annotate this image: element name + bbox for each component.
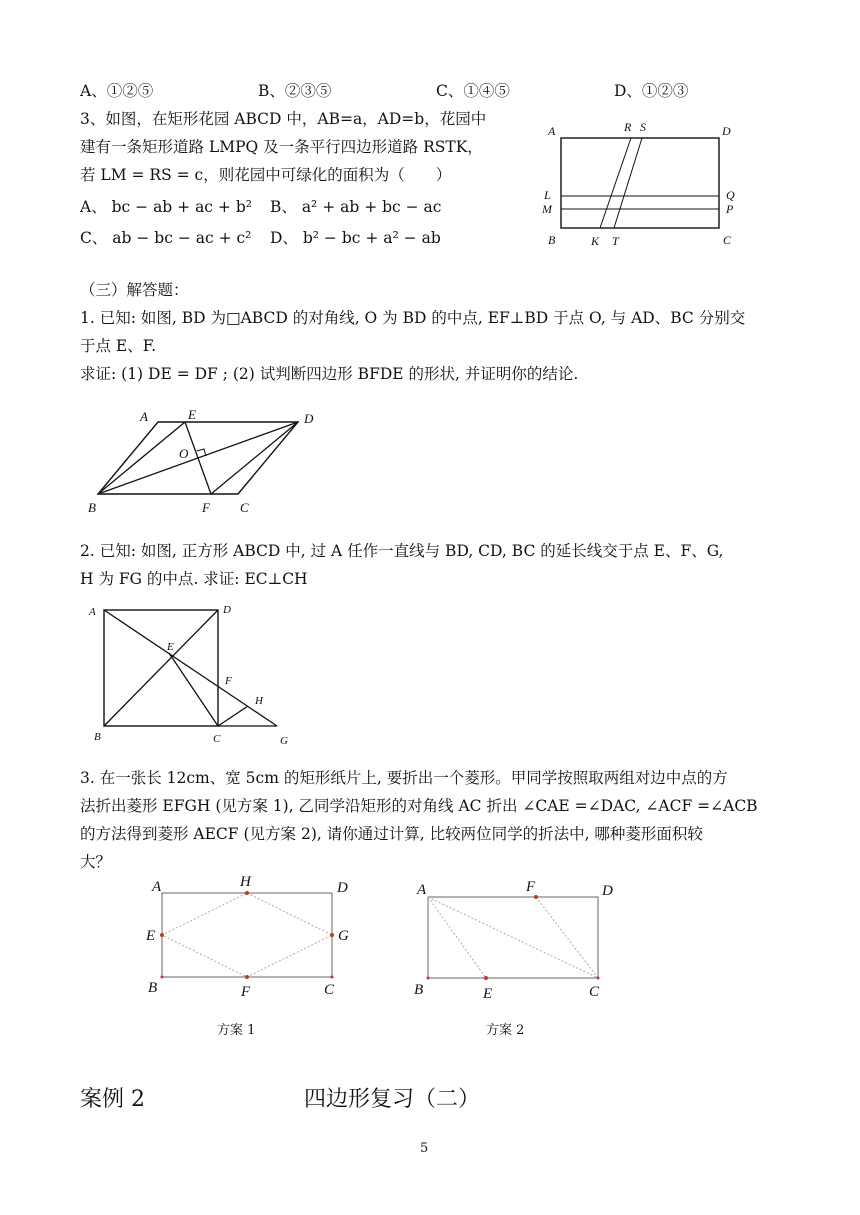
p2-label-E: E bbox=[167, 641, 174, 653]
q3-option-b: B、 a² + ab + bc − ac bbox=[270, 198, 442, 216]
q3-label-B: B bbox=[548, 233, 556, 247]
p3-line1: 3. 在一张长 12cm、宽 5cm 的矩形纸片上, 要折出一个菱形。甲同学按照取两组对边中点的方 bbox=[80, 769, 728, 787]
plan2-caption: 方案 2 bbox=[486, 1023, 525, 1038]
q2-option-b: B、②③⑤ bbox=[258, 82, 332, 100]
p2-label-A: A bbox=[89, 606, 96, 618]
p2-label-B: B bbox=[94, 731, 101, 743]
p1-label-D: D bbox=[304, 411, 314, 426]
q3-label-M: M bbox=[542, 202, 552, 216]
q3-label-D: D bbox=[722, 124, 731, 138]
plan2-label-B: B bbox=[414, 982, 424, 998]
q3-label-P: P bbox=[726, 202, 734, 216]
q2-option-d: D、①②③ bbox=[614, 82, 689, 100]
p1-parallelogram-figure bbox=[80, 405, 330, 520]
case-heading-right: 四边形复习（二） bbox=[304, 1087, 481, 1112]
plan1-label-H: H bbox=[240, 874, 251, 890]
q3-label-Q: Q bbox=[726, 188, 735, 202]
q3-label-S: S bbox=[640, 120, 646, 134]
p1-line2: 于点 E、F. bbox=[80, 337, 157, 355]
q3-label-A: A bbox=[548, 124, 556, 138]
q3-line1: 3、如图，在矩形花园 ABCD 中，AB=a，AD=b，花园中 bbox=[80, 110, 487, 128]
plan1-label-G: G bbox=[338, 928, 349, 944]
plan1-label-C: C bbox=[324, 982, 335, 998]
p1-label-O: O bbox=[179, 446, 189, 461]
section-title: （三）解答题： bbox=[80, 281, 189, 299]
p2-square-figure bbox=[85, 600, 305, 750]
q3-line3: 若 LM = RS = c，则花园中可绿化的面积为（ ） bbox=[80, 166, 452, 184]
plan1-label-D: D bbox=[337, 880, 348, 896]
plan2-label-D: D bbox=[602, 883, 613, 899]
p1-label-C: C bbox=[240, 500, 249, 515]
page-number: 5 bbox=[420, 1141, 429, 1156]
plan2-label-A: A bbox=[417, 882, 427, 898]
plan1-caption: 方案 1 bbox=[217, 1023, 256, 1038]
p2-label-D: D bbox=[223, 604, 231, 616]
p1-label-B: B bbox=[88, 500, 96, 515]
p3-line3: 的方法得到菱形 AECF (见方案 2), 请你通过计算, 比较两位同学的折法中, 哪种菱形面积较 bbox=[80, 825, 703, 843]
plan2-label-E: E bbox=[483, 986, 493, 1002]
p1-label-F: F bbox=[202, 500, 210, 515]
plan1-figure bbox=[140, 870, 370, 1005]
plan2-figure bbox=[405, 870, 635, 1005]
q3-label-K: K bbox=[591, 234, 600, 248]
plan1-label-B: B bbox=[148, 980, 158, 996]
p1-line1: 1. 已知: 如图, BD 为□ABCD 的对角线, O 为 BD 的中点, EF⊥BD 于点 O, 与 AD、BC 分别交 bbox=[80, 309, 746, 327]
plan1-label-E: E bbox=[146, 928, 156, 944]
p2-label-C: C bbox=[213, 733, 221, 745]
p2-label-H: H bbox=[255, 695, 263, 707]
q2-option-c: C、①④⑤ bbox=[436, 82, 510, 100]
p2-line1: 2. 已知: 如图, 正方形 ABCD 中, 过 A 任作一直线与 BD, CD, BC 的延长线交于点 E、F、G, bbox=[80, 542, 724, 560]
p1-label-A: A bbox=[140, 409, 148, 424]
q3-label-T: T bbox=[612, 234, 619, 248]
p2-label-F: F bbox=[225, 675, 232, 687]
p3-line4: 大？ bbox=[80, 853, 112, 871]
q3-label-R: R bbox=[624, 120, 632, 134]
q3-option-c: C、 ab − bc − ac + c² bbox=[80, 229, 252, 247]
plan2-label-F: F bbox=[526, 879, 536, 895]
q3-garden-figure bbox=[530, 115, 750, 255]
plan1-label-F: F bbox=[241, 984, 251, 1000]
case-heading-left: 案例 2 bbox=[80, 1087, 145, 1112]
q3-option-d: D、 b² − bc + a² − ab bbox=[270, 229, 441, 247]
p1-label-E: E bbox=[188, 407, 196, 422]
q3-label-C: C bbox=[723, 233, 732, 247]
q2-option-a: A、①②⑤ bbox=[80, 82, 154, 100]
q3-label-L: L bbox=[544, 188, 551, 202]
p2-line2: H 为 FG 的中点. 求证: EC⊥CH bbox=[80, 570, 308, 588]
p1-line3: 求证: (1) DE = DF ; (2) 试判断四边形 BFDE 的形状, 并证明你的结论. bbox=[80, 365, 579, 383]
plan1-label-A: A bbox=[152, 879, 162, 895]
q3-option-a: A、 bc − ab + ac + b² bbox=[80, 198, 252, 216]
p2-label-G: G bbox=[280, 735, 288, 747]
p3-line2: 法折出菱形 EFGH (见方案 1), 乙同学沿矩形的对角线 AC 折出 ∠CAE =∠DAC, ∠ACF =∠ACB bbox=[80, 797, 758, 815]
plan2-label-C: C bbox=[589, 984, 600, 1000]
q3-line2: 建有一条矩形道路 LMPQ 及一条平行四边形道路 RSTK， bbox=[80, 138, 483, 156]
